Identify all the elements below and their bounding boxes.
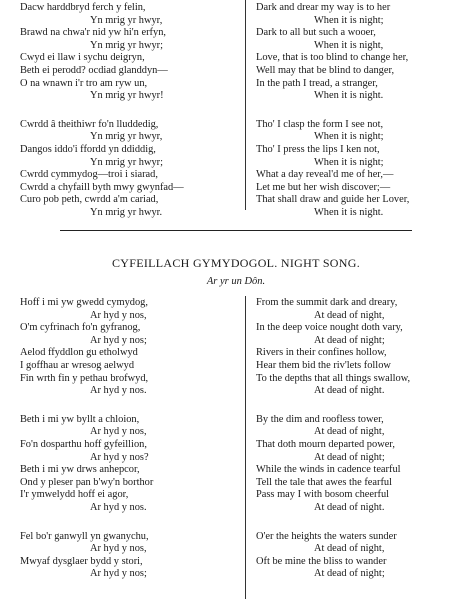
stanza — [256, 119, 462, 220]
verse-line: In the path I tread, a stranger, — [256, 77, 378, 89]
verse-line: Fin wrth fin y pethau brofwyd, — [20, 372, 149, 384]
verse-line: From the summit dark and dreary, — [256, 297, 398, 308]
verse-line: Ar hyd y nos; — [90, 568, 147, 580]
stanza — [20, 531, 235, 581]
verse-line: Ar hyd y nos. — [90, 501, 147, 513]
verse-line: When it is night; — [314, 14, 384, 26]
stanza — [256, 531, 462, 581]
verse-line: Cwyd ei llaw i sychu deigryn, — [20, 52, 145, 64]
verse-line: That doth mourn departed power, — [256, 438, 395, 450]
verse-line: Dark to all but such a wooer, — [256, 27, 376, 39]
verse-line: Rivers in their confines hollow, — [256, 347, 387, 359]
verse-line: When it is night; — [314, 156, 384, 168]
verse-line: Ar hyd y nos, — [90, 309, 147, 321]
verse-line: Fo'n dosparthu hoff gyfeillion, — [20, 438, 147, 450]
poem-title: CYFEILLACH GYMYDOGOL. NIGHT SONG. — [111, 256, 360, 270]
stanza — [20, 297, 235, 398]
poem1-welsh-column — [20, 2, 235, 236]
verse-line: To the depths that all things swallow, — [256, 372, 411, 384]
stanza — [20, 119, 235, 220]
verse-line: At dead of night. — [314, 385, 385, 397]
verse-line: Ar hyd y nos, — [90, 543, 147, 555]
section-divider — [60, 230, 412, 231]
verse-line: Ar hyd y nos? — [90, 451, 149, 463]
verse-line: Fel bo'r ganwyll yn gwanychu, — [20, 530, 149, 542]
verse-line: Let me but her wish discover;— — [256, 181, 391, 193]
column-divider-top — [245, 0, 246, 210]
poem1-english-column — [256, 2, 462, 236]
stanza — [20, 2, 235, 103]
verse-line: Beth i mi yw drws anhepcor, — [20, 464, 140, 476]
verse-line: Well may that be blind to danger, — [256, 64, 395, 76]
verse-line: Ar hyd y nos, — [90, 426, 147, 438]
verse-line: Beth i mi yw byllt a chloion, — [20, 413, 140, 425]
poem2-english-column — [256, 297, 462, 597]
verse-line: By the dim and roofless tower, — [256, 413, 384, 425]
verse-line: What a day reveal'd me of her,— — [256, 169, 394, 181]
column-divider-bottom — [245, 296, 246, 599]
stanza — [20, 414, 235, 515]
verse-line: O na wnawn i'r tro am ryw un, — [20, 77, 148, 89]
verse-line: Yn mrig yr hwyr; — [90, 39, 164, 51]
verse-line: That shall draw and guide her Lover, — [256, 194, 410, 206]
verse-line: Pass may I with bosom cheerful — [256, 489, 390, 501]
poem-subtitle: Ar yr un Dôn. — [206, 276, 266, 287]
verse-line: I'r ymwelydd hoff ei agor, — [20, 489, 129, 501]
verse-line: While the winds in cadence tearful — [256, 464, 401, 476]
verse-line: When it is night; — [314, 131, 384, 143]
stanza — [256, 2, 462, 103]
verse-line: At dead of night, — [314, 426, 385, 438]
verse-line: In the deep voice nought doth vary, — [256, 322, 403, 334]
verse-line: Mwyaf dysglaer bydd y stori, — [20, 555, 143, 567]
verse-line: Dangos iddo'i ffordd yn ddiddig, — [20, 143, 156, 155]
verse-line: At dead of night, — [314, 543, 385, 555]
verse-line: At dead of night; — [314, 568, 385, 580]
verse-line: Ond y pleser pan b'wy'n borthor — [20, 476, 154, 488]
verse-line: Cwrdd a chyfaill byth mwy gwynfad— — [20, 181, 184, 193]
verse-line: Tho' I press the lips I ken not, — [256, 143, 380, 155]
verse-line: Tell the tale that awes the fearful — [256, 476, 393, 488]
verse-line: Beth ei perodd? ocdiad glanddyn— — [20, 64, 168, 76]
verse-line: Yn mrig yr hwyr; — [90, 156, 164, 168]
verse-line: Aelod ffyddlon gu etholwyd — [20, 347, 138, 359]
verse-line: When it is night, — [314, 39, 384, 51]
verse-line: Hoff i mi yw gwedd cymydog, — [20, 297, 148, 308]
verse-line: At dead of night; — [314, 334, 385, 346]
verse-line: Dark and drear my way is to her — [256, 2, 391, 13]
stanza — [256, 297, 462, 398]
verse-line: Tho' I clasp the form I see not, — [256, 118, 384, 130]
verse-line: When it is night. — [314, 206, 384, 218]
poem2-welsh-column — [20, 297, 235, 597]
verse-line: Dacw harddbryd ferch y felin, — [20, 2, 146, 13]
verse-line: Yn mrig yr hwyr, — [90, 131, 163, 143]
stanza — [256, 414, 462, 515]
verse-line: Hear them bid the riv'lets follow — [256, 359, 391, 371]
verse-line: Cwrdd cymmydog—troi i siarad, — [20, 169, 158, 181]
verse-line: O'er the heights the waters sunder — [256, 530, 397, 542]
verse-line: When it is night. — [314, 90, 384, 102]
verse-line: Cwrdd â theithiwr fo'n lluddedig, — [20, 118, 159, 130]
verse-line: At dead of night; — [314, 451, 385, 463]
verse-line: I goffhau ar wresog aelwyd — [20, 359, 135, 371]
verse-line: At dead of night, — [314, 309, 385, 321]
verse-line: Ar hyd y nos. — [90, 385, 147, 397]
verse-line: O'm cyfrinach fo'n gyfranog, — [20, 322, 141, 334]
verse-line: Yn mrig yr hwyr, — [90, 14, 163, 26]
verse-line: Oft be mine the bliss to wander — [256, 555, 387, 567]
verse-line: Brawd na chwa'r nid yw hi'n erfyn, — [20, 27, 166, 39]
verse-line: Ar hyd y nos; — [90, 334, 147, 346]
verse-line: Curo pob peth, cwrdd a'm cariad, — [20, 194, 159, 206]
verse-line: Love, that is too blind to change her, — [256, 52, 409, 64]
verse-line: At dead of night. — [314, 501, 385, 513]
verse-line: Yn mrig yr hwyr. — [90, 206, 163, 218]
verse-line: Yn mrig yr hwyr! — [90, 90, 164, 102]
